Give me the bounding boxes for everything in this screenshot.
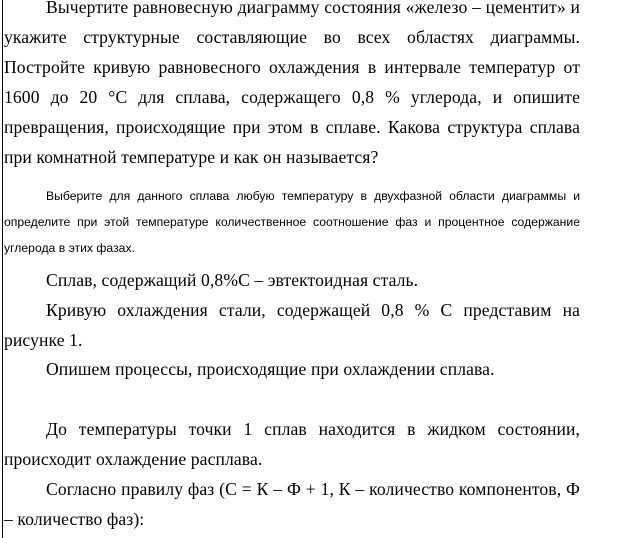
left-margin-rule: [2, 0, 3, 538]
answer-curve-paragraph: Кривую охлаждения стали, содержащей 0,8 % С представим на рисунке 1.: [4, 300, 580, 350]
answer-alloy-paragraph: Сплав, содержащий 0,8%С – эвтектоидная сталь.: [46, 270, 419, 290]
answer-point1-paragraph: До температуры точки 1 сплав находится в жидком состоянии, происходит охлаждение расплава.: [4, 419, 580, 469]
task-paragraph: Вычертите равновесную диаграмму состояния «железо – цементит» и укажите структурные составляющие во всех областях диаграммы. Постройте кривую равновесного охлаждения в интервале температур от 1600 до 20 °С для сплава, содержащего 0,8 % углерода, и опишите превращения, происходящие при этом в сплаве. Какова структура сплава при комнатной температуре и как он называется?: [4, 0, 580, 167]
answer-phase-rule-paragraph: Согласно правилу фаз (С = К – Ф + 1, К – количество компонентов, Ф – количество фаз):: [4, 479, 580, 529]
task-subparagraph: Выберите для данного сплава любую температуру в двухфазной области диаграммы и определите при этой температуре количественное соотношение фаз и процентное содержание углерода в этих фазах.: [4, 189, 580, 255]
answer-describe-paragraph: Опишем процессы, происходящие при охлаждении сплава.: [46, 359, 495, 379]
